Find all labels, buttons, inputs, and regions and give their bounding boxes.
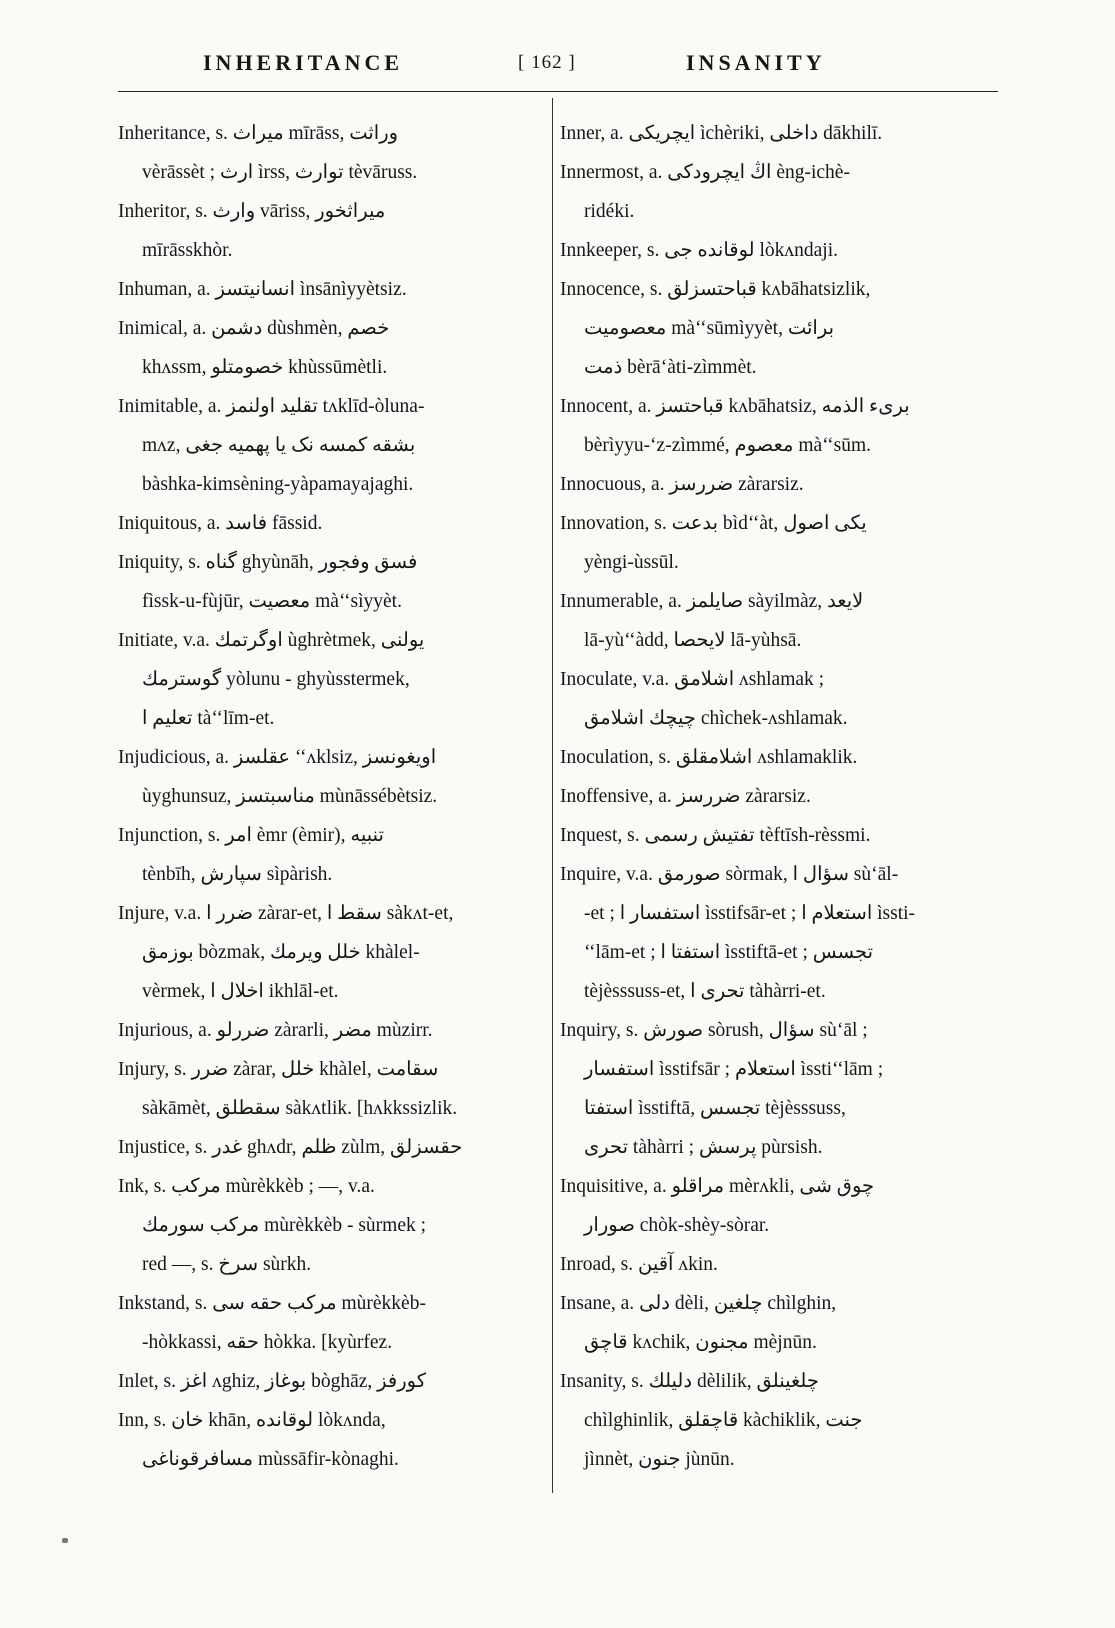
entry-headword-line: Inheritance, s. میراث mīrāss, وراثت <box>118 123 399 144</box>
entry-headword-line: Innermost, a. اڭ ایچرودکی èng-ichè- <box>560 162 850 183</box>
entry-headword-line: Inheritor, s. وارث vāriss, میراثخور <box>118 201 386 222</box>
entry-headword-line: Injustice, s. غدر ghʌdr, ظلم zùlm, حقسزلق <box>118 1137 463 1158</box>
entry-headword-line: Injury, s. ضرر zàrar, خلل khàlel, سقامت <box>118 1059 439 1080</box>
entry-continuation-line: jìnnèt, جنون jùnūn. <box>584 1449 735 1470</box>
entry-continuation-line: ذمت bèrā‘àti-zìmmèt. <box>584 357 757 378</box>
entry-headword-line: Innocuous, a. ضررسز zàrarsiz. <box>560 474 804 495</box>
entry-headword-line: Initiate, v.a. اوگرتمك ùghrètmek, یولنی <box>118 630 425 651</box>
entry-headword-line: Injunction, s. امر èmr (èmir), تنبیه <box>118 825 384 846</box>
entry-continuation-line: fìssk-u-fùjūr, معصیت mà‘‘sìyyèt. <box>142 591 402 612</box>
column-divider <box>552 98 553 1493</box>
entry-continuation-line: khʌssm, خصومتلو khùssūmètli. <box>142 357 388 378</box>
entry-headword-line: Injure, v.a. ضرر ا zàrar-et, سقط ا sàkʌt-et, <box>118 903 454 924</box>
entry-continuation-line: ùyghunsuz, مناسبتسز mùnāssébètsiz. <box>142 786 438 807</box>
entry-headword-line: Inroad, s. آقین ʌkin. <box>560 1254 718 1275</box>
entry-continuation-line: ‘‘lām-et ; استفتا ا ìsstiftā-et ; تجسس <box>584 942 874 963</box>
page-header <box>118 50 998 82</box>
entry-headword-line: Inimical, a. دشمن dùshmèn, خصم <box>118 318 390 339</box>
entry-continuation-line: استفسار ìsstifsār ; استعلام ìssti‘‘lām ; <box>584 1059 884 1080</box>
entry-continuation-line: قاچق kʌchik, مجنون mèjnūn. <box>584 1332 817 1353</box>
entry-headword-line: Innumerable, a. صایلمز sàyilmàz, لایعد <box>560 591 864 612</box>
entry-headword-line: Innovation, s. بدعت bìd‘‘àt, یکی اصول <box>560 513 867 534</box>
entry-continuation-line: مرکب سورمك mùrèkkèb - sùrmek ; <box>142 1215 427 1236</box>
entry-continuation-line: lā-yù‘‘àdd, لایحصا lā-yùhsā. <box>584 630 802 651</box>
entry-headword-line: Innkeeper, s. لوقانده جی lòkʌndaji. <box>560 240 839 261</box>
header-right-catchword: INSANITY <box>686 50 826 75</box>
entry-continuation-line: vèrāssèt ; ارث ìrss, توارث tèvāruss. <box>142 162 418 183</box>
entry-headword-line: Inoffensive, a. ضررسز zàrarsiz. <box>560 786 811 807</box>
entry-headword-line: Inkstand, s. مرکب حقه سی mùrèkkèb- <box>118 1293 426 1314</box>
page-number: [ 162 ] <box>518 52 576 73</box>
entry-continuation-line: چیچك اشلامق chìchek-ʌshlamak. <box>584 708 848 729</box>
entry-headword-line: Inquiry, s. صورش sòrush, سؤال sù‘āl ; <box>560 1020 868 1041</box>
header-left-catchword: INHERITANCE <box>203 50 404 75</box>
entry-headword-line: Inn, s. خان khān, لوقانده lòkʌnda, <box>118 1410 386 1431</box>
entry-continuation-line: استفتا ìsstiftā, تجسس tèjèsssuss, <box>584 1098 846 1119</box>
left-column <box>118 114 543 1479</box>
entry-headword-line: Innocence, s. قباحتسزلق kʌbāhatsizlik, <box>560 279 871 300</box>
entry-continuation-line: red —, s. سرخ sùrkh. <box>142 1254 312 1275</box>
entry-headword-line: Innocent, a. قباحتسز kʌbāhatsiz, بریء الذمه <box>560 396 910 417</box>
entry-continuation-line: -hòkkassi, حقه hòkka. [kyùrfez. <box>142 1332 393 1353</box>
entry-headword-line: Inlet, s. اغز ʌghiz, بوغاز bòghāz, کورفز <box>118 1371 427 1392</box>
entry-continuation-line: tènbīh, سپارش sìpàrish. <box>142 864 333 885</box>
entry-headword-line: Inimitable, a. تقلید اولنمز tʌklīd-òluna- <box>118 396 425 417</box>
right-column <box>560 114 1000 1479</box>
entry-continuation-line: معصومیت mà‘‘sūmìyyèt, برائت <box>584 318 835 339</box>
entry-continuation-line: bèrìyyu-‘z-zìmmé, معصوم mà‘‘sūm. <box>584 435 872 456</box>
entry-continuation-line: تحری tàhàrri ; پرسش pùrsish. <box>584 1137 823 1158</box>
entry-continuation-line: بوزمق bòzmak, خلل ویرمك khàlel- <box>142 942 420 963</box>
entry-continuation-line: گوسترمك yòlunu - ghyùsstermek, <box>142 669 410 690</box>
entry-headword-line: Inhuman, a. انسانیتسز ìnsānìyyètsiz. <box>118 279 407 300</box>
entry-headword-line: Injudicious, a. عقلسز ‘‘ʌklsiz, اویغونسز <box>118 747 437 768</box>
entry-continuation-line: mʌz, بشقه کمسه نک یا پهمیه جغی <box>142 435 416 456</box>
entry-headword-line: Inner, a. ایچریکی ìchèriki, داخلی dākhilī. <box>560 123 883 144</box>
entry-headword-line: Iniquitous, a. فاسد fāssid. <box>118 513 323 534</box>
entry-continuation-line: sàkāmèt, سقطلق sàkʌtlik. [hʌkkssizlik. <box>142 1098 458 1119</box>
entry-headword-line: Ink, s. مرکب mùrèkkèb ; —, v.a. <box>118 1176 375 1197</box>
entry-continuation-line: chìlghinlik, قاچقلق kàchiklik, جنت <box>584 1410 863 1431</box>
header-rule <box>118 91 998 92</box>
entry-continuation-line: -et ; استفسار ا ìsstifsār-et ; استعلام ا ìssti- <box>584 903 916 924</box>
entry-continuation-line: تعلیم ا tà‘‘līm-et. <box>142 708 275 729</box>
entry-headword-line: Inoculation, s. اشلامقلق ʌshlamaklik. <box>560 747 858 768</box>
entry-continuation-line: bàshka-kimsèning-yàpamayajaghi. <box>142 474 414 495</box>
entry-continuation-line: yèngi-ùssūl. <box>584 552 679 573</box>
entry-headword-line: Injurious, a. ضررلو zàrarli, مضر mùzirr. <box>118 1020 433 1041</box>
entry-continuation-line: vèrmek, اخلال ا ikhlāl-et. <box>142 981 339 1002</box>
entry-continuation-line: mīrāsskhòr. <box>142 240 233 261</box>
entry-headword-line: Inquire, v.a. صورمق sòrmak, سؤال ا sù‘āl- <box>560 864 899 885</box>
page-speck <box>62 1538 68 1543</box>
entry-headword-line: Iniquity, s. گناه ghyùnāh, فسق وفجور <box>118 552 418 573</box>
entry-headword-line: Insanity, s. دلیلك dèlilik, چلغینلق <box>560 1371 819 1392</box>
entry-continuation-line: مسافرقوناغی mùssāfir-kònaghi. <box>142 1449 399 1470</box>
entry-headword-line: Insane, a. دلی dèli, چلغین chìlghin, <box>560 1293 837 1314</box>
entry-continuation-line: tèjèsssuss-et, تحری ا tàhàrri-et. <box>584 981 826 1002</box>
entry-headword-line: Inquest, s. تفتیش رسمی tèftīsh-rèssmi. <box>560 825 871 846</box>
entry-continuation-line: صورار chòk-shèy-sòrar. <box>584 1215 770 1236</box>
entry-continuation-line: ridéki. <box>584 201 635 222</box>
entry-headword-line: Inoculate, v.a. اشلامق ʌshlamak ; <box>560 669 825 690</box>
entry-headword-line: Inquisitive, a. مراقلو mèrʌkli, چوق شی <box>560 1176 875 1197</box>
